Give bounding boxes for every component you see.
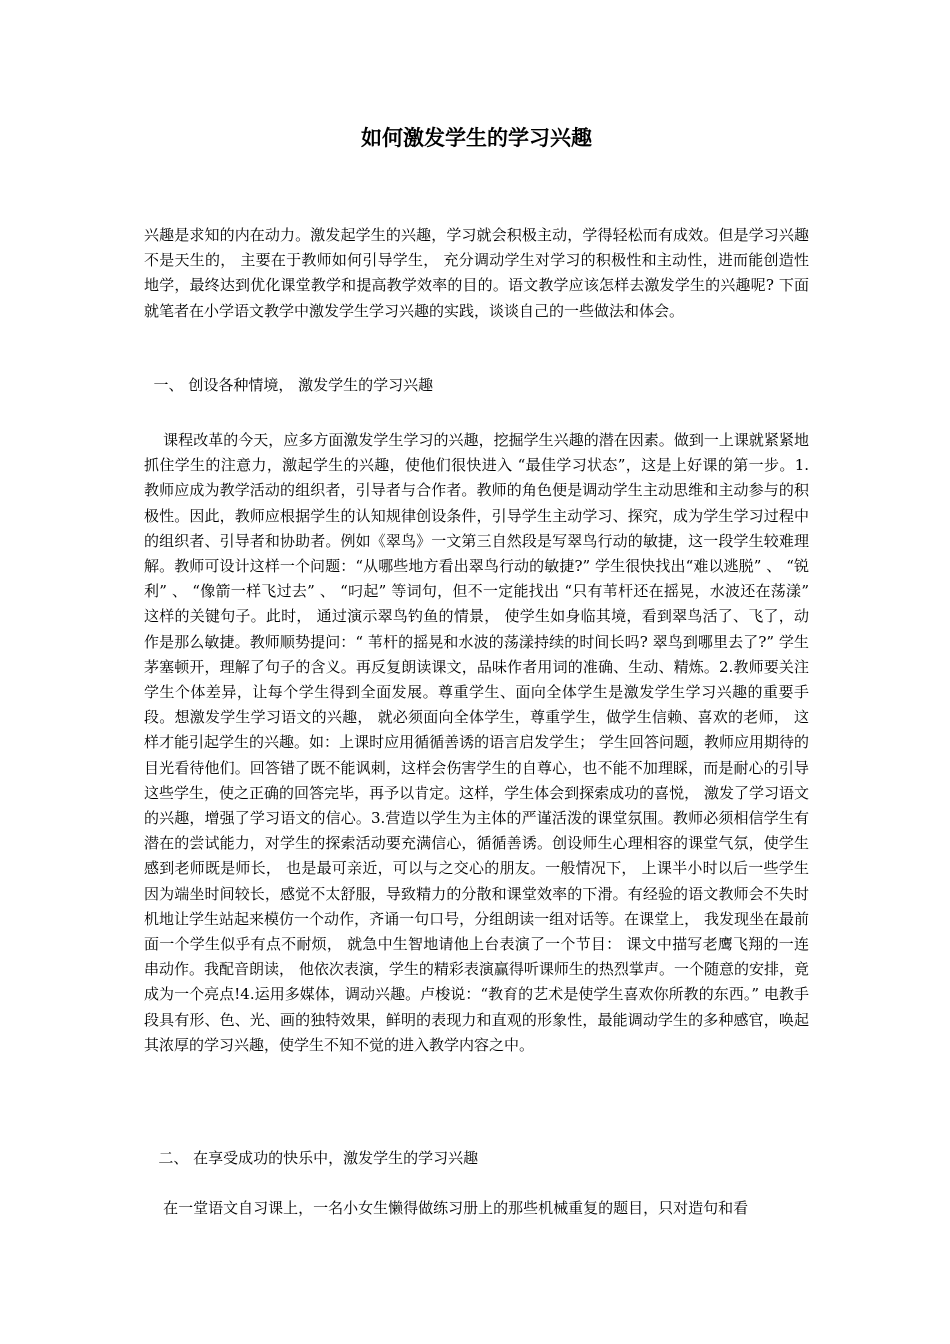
document-title: 如何激发学生的学习兴趣: [361, 125, 592, 150]
section-two-heading: [144, 1146, 809, 1171]
section-two-paragraph: [144, 1196, 809, 1221]
section-one-paragraph: [144, 428, 809, 1058]
section-one-heading: [144, 373, 809, 398]
section-one-paragraph-text: 课程改革的今天，应多方面激发学生学习的兴趣，挖掘学生兴趣的潜在因素。做到一上课就紧紧地抓住学生的注意力，激起学生的兴趣，使他们很快进入 “最佳学习状态”，这是上好课的第一步。1. 教师应成为教学活动的组织者，引导者与合作者。教师的角色便是调动学生主动思维和主动参与的积极性。因此，教师应根据学生的认知规律创设条件，引导学生主动学习、探究，成为学生学习过程中的组织者、引导者和协助者。例如《翠鸟》一文第三自然段是写翠鸟行动的敏捷，这一段学生较难理解。教师可设计这样一个问题：“从哪些地方看出翠鸟行动的敏捷?” 学生很快找出“难以逃脱” 、 “锐利” 、 “像箭一样飞过去” 、 “叼起” 等词句，但不一定能找出 “只有苇杆还在摇晃，水波还在荡漾” 这样的关键句子。此时， 通过演示翠鸟钓鱼的情景， 使学生如身临其境，看到翠鸟活了、飞了，动作是那么敏捷。教师顺势提问：“ 苇杆的摇晃和水波的荡漾持续的时间长吗? 翠鸟到哪里去了?” 学生茅塞顿开，理解了句子的含义。再反复朗读课文，品味作者用词的准确、生动、精炼。2.教师要关注学生个体差异，让每个学生得到全面发展。尊重学生、面向全体学生是激发学生学习兴趣的重要手段。想激发学生学习语文的兴趣， 就必须面向全体学生，尊重学生，做学生信赖、喜欢的老师， 这样才能引起学生的兴趣。如：上课时应用循循善诱的语言启发学生； 学生回答问题，教师应用期待的目光看待他们。回答错了既不能讽刺，这样会伤害学生的自尊心，也不能不加理睬，而是耐心的引导这些学生，使之正确的回答完毕，再予以肯定。这样，学生体会到探索成功的喜悦， 激发了学习语文的兴趣，增强了学习语文的信心。3.营造以学生为主体的严谨活泼的课堂氛围。教师必须相信学生有潜在的尝试能力，对学生的探索活动要充满信心，循循善诱。创设师生心理相容的课堂气氛，使学生感到老师既是师长， 也是最可亲近，可以与之交心的朋友。一般情况下， 上课半小时以后一些学生因为端坐时间较长，感觉不太舒服，导致精力的分散和课堂效率的下滑。有经验的语文教师会不失时机地让学生站起来模仿一个动作，齐诵一句口号，分组朗读一组对话等。在课堂上， 我发现坐在最前面一个学生似乎有点不耐烦， 就急中生智地请他上台表演了一个节目： 课文中描写老鹰飞翔的一连串动作。我配音朗读， 他依次表演，学生的精彩表演赢得听课师生的热烈掌声。一个随意的安排，竟成为一个亮点!4.运用多媒体，调动兴趣。卢梭说：“教育的艺术是使学生喜欢你所教的东西。” 电教手段具有形、色、光、画的独特效果，鲜明的表现力和直观的形象性，最能调动学生的多种感官，唤起其浓厚的学习兴趣，使学生不知不觉的进入教学内容之中。: [144, 431, 809, 1054]
intro-paragraph: 兴趣是求知的内在动力。激发起学生的兴趣，学习就会积极主动，学得轻松而有成效。但是学习兴趣不是天生的， 主要在于教师如何引导学生， 充分调动学生对学习的积极性和主动性，进而能创造性地学，最终达到优化课堂教学和提高教学效率的目的。语文教学应该怎样去激发学生的兴趣呢? 下面就笔者在小学语文教学中激发学生学习兴趣的实践，谈谈自己的一些做法和体会。: [144, 226, 809, 320]
section-two-paragraph-text: 在一堂语文自习课上，一名小女生懒得做练习册上的那些机械重复的题目，只对造句和看: [163, 1199, 749, 1217]
section-two-heading-text: 二、 在享受成功的快乐中，激发学生的学习兴趣: [158, 1149, 479, 1167]
section-one-heading-text: 一、 创设各种情境， 激发学生的学习兴趣: [153, 376, 434, 394]
